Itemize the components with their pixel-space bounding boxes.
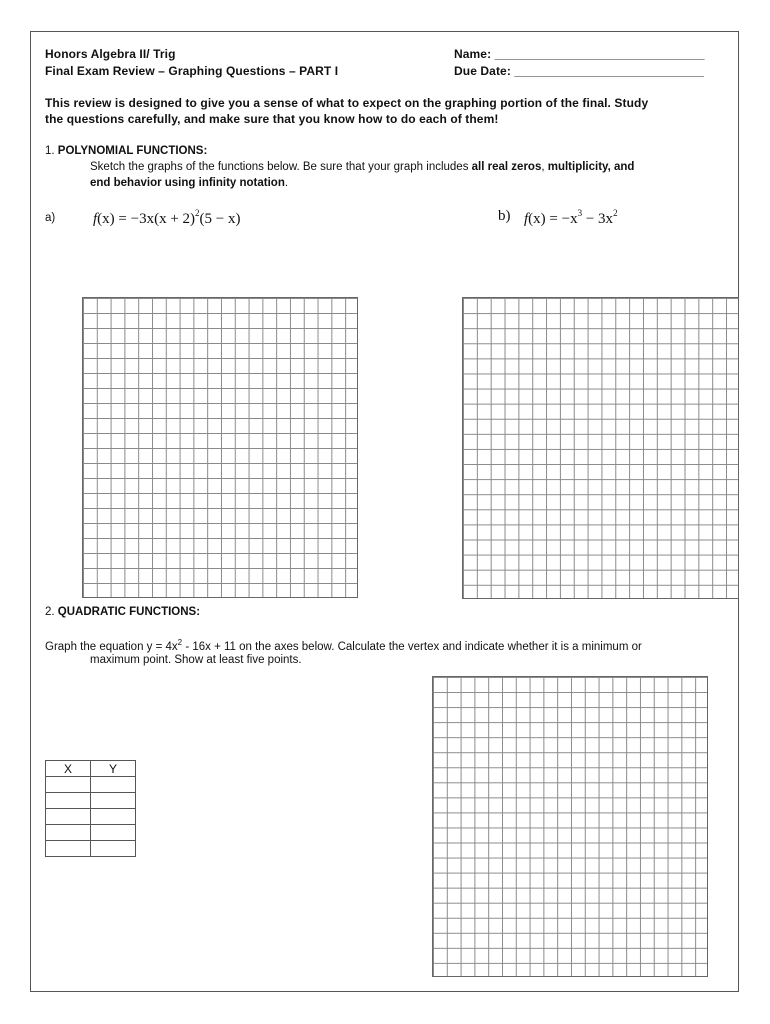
x-cell[interactable] (46, 793, 91, 809)
section2-heading (45, 606, 200, 618)
x-column-header: X (46, 761, 91, 777)
course-title: Honors Algebra II/ Trig (45, 47, 176, 61)
intro-line-2: the questions carefully, and make sure that you know how to do each of them! (45, 112, 499, 126)
due-date-field[interactable]: Due Date: ____________________________ (454, 64, 705, 78)
table-header-row (46, 761, 136, 777)
section2-title: QUADRATIC FUNCTIONS: (57, 606, 201, 618)
intro-line-1: This review is designed to give you a sense of what to expect on the graphing portion of the final. Study (45, 96, 649, 110)
eq-a-exp: 2 (195, 208, 200, 218)
eq-b-exp1: 3 (577, 208, 583, 218)
table-row (46, 809, 136, 825)
graph-grid-a[interactable] (82, 297, 358, 598)
section2-line1 (45, 638, 642, 653)
table-row (46, 825, 136, 841)
section2-line2: maximum point. Show at least five points. (90, 654, 302, 666)
instr-end-behavior: end behavior using infinity notation (90, 177, 285, 189)
y-cell[interactable] (91, 841, 136, 857)
section2-number: 2. (45, 606, 55, 618)
problem-b-label: b) (498, 208, 511, 224)
instr-period: . (284, 177, 289, 189)
instr-zeros: all real zeros (471, 161, 542, 173)
problem-b-equation (524, 208, 618, 228)
instr-text: Sketch the graphs of the functions below. Be sure that your graph includes (90, 161, 472, 173)
y-cell[interactable] (91, 793, 136, 809)
graph-grid-b[interactable] (462, 297, 739, 599)
x-cell[interactable] (46, 777, 91, 793)
graph-grid-quadratic[interactable] (432, 676, 708, 977)
section1-heading (45, 145, 207, 157)
table-row (46, 777, 136, 793)
eq-a-f: f (93, 211, 98, 227)
eq-a-tail: (5 − x) (199, 211, 241, 227)
eq-a-body: (x) = −3x(x + 2) (97, 211, 196, 227)
section1-instructions-line1 (90, 161, 634, 173)
problem-a-label: a) (45, 212, 56, 224)
table-row (46, 841, 136, 857)
eq-b-body: (x) = −x (528, 211, 578, 227)
section1-instructions-line2 (90, 177, 288, 189)
s2-line1-a: Graph the equation y = 4x (45, 640, 178, 653)
x-cell[interactable] (46, 825, 91, 841)
s2-line1-b: - 16x + 11 on the axes below. Calculate the vertex and indicate whether it is a minimum or (182, 640, 642, 653)
instr-multiplicity: multiplicity, and (547, 161, 635, 173)
name-field[interactable]: Name: _______________________________ (454, 47, 705, 61)
eq-b-exp2: 2 (613, 208, 618, 218)
y-cell[interactable] (91, 825, 136, 841)
x-cell[interactable] (46, 809, 91, 825)
xy-table (45, 760, 136, 857)
table-row (46, 793, 136, 809)
section1-title: POLYNOMIAL FUNCTIONS: (57, 145, 208, 157)
x-cell[interactable] (46, 841, 91, 857)
eq-b-f: f (524, 211, 529, 227)
y-column-header: Y (91, 761, 136, 777)
eq-b-mid: − 3x (582, 211, 614, 227)
instr-sep: , (541, 161, 548, 173)
y-cell[interactable] (91, 809, 136, 825)
exam-subtitle: Final Exam Review – Graphing Questions – PART I (45, 64, 339, 78)
s2-line1-exp: 2 (177, 638, 183, 647)
section1-number: 1. (45, 145, 55, 157)
y-cell[interactable] (91, 777, 136, 793)
problem-a-equation (93, 208, 240, 228)
